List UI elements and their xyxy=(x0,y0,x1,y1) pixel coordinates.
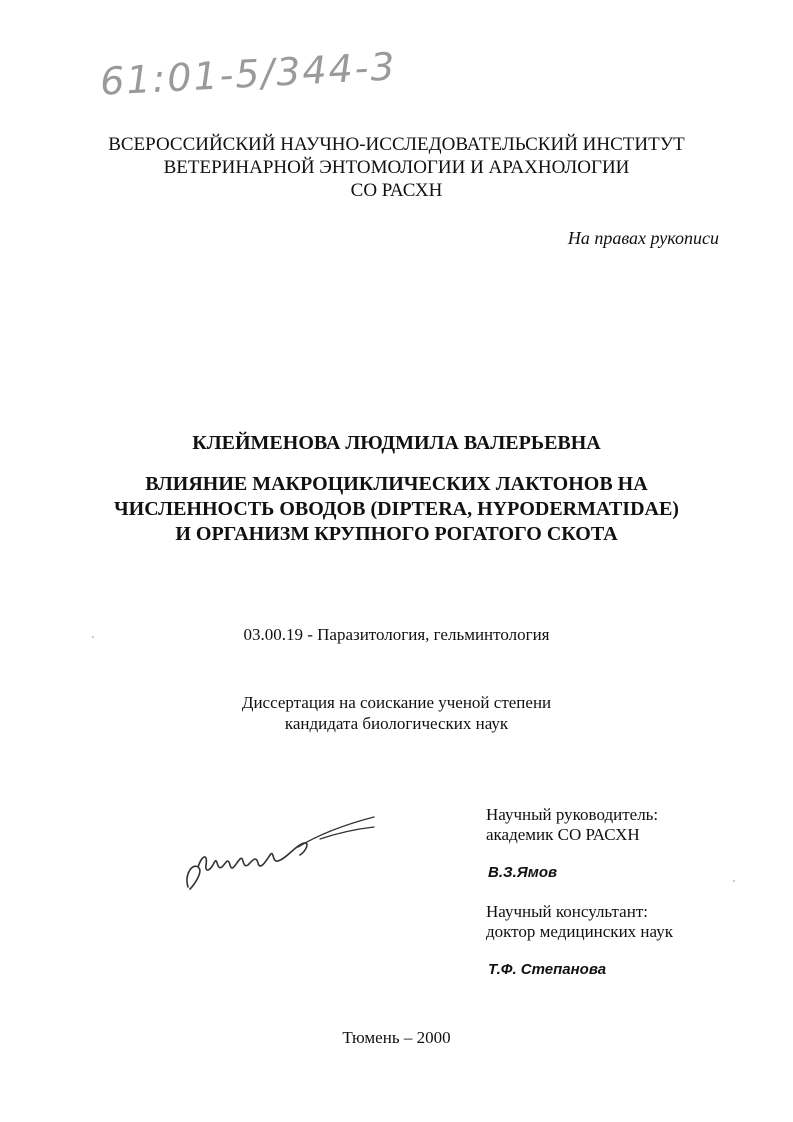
degree-line-1: Диссертация на соискание ученой степени xyxy=(241,693,552,712)
supervisor-name: В.З.Ямов xyxy=(488,864,558,881)
supervisor-block xyxy=(486,805,658,845)
institute-heading xyxy=(0,133,793,202)
city-year: Тюмень – 2000 xyxy=(342,1028,451,1047)
supervisor-label: Научный руководитель: xyxy=(486,805,659,824)
scan-speck xyxy=(733,880,735,882)
supervisor-title: академик СО РАСХН xyxy=(486,825,640,844)
title-line-3: И ОРГАНИЗМ КРУПНОГО РОГАТОГО СКОТА xyxy=(175,523,618,545)
institute-line-3: СО РАСХН xyxy=(350,180,443,201)
institute-line-1: ВСЕРОССИЙСКИЙ НАУЧНО-ИССЛЕДОВАТЕЛЬСКИЙ ИНСТИТУТ xyxy=(108,134,685,155)
consultant-label: Научный консультант: xyxy=(486,902,648,921)
consultant-name: Т.Ф. Степанова xyxy=(488,961,607,978)
consultant-block xyxy=(486,902,673,942)
title-line-2: ЧИСЛЕННОСТЬ ОВОДОВ (DIPTERA, HYPODERMATIDAE) xyxy=(114,498,679,520)
consultant-title: доктор медицинских наук xyxy=(486,922,673,941)
dissertation-title xyxy=(0,472,793,547)
degree-line-2: кандидата биологических наук xyxy=(284,714,509,733)
title-line-1: ВЛИЯНИЕ МАКРОЦИКЛИЧЕСКИХ ЛАКТОНОВ НА xyxy=(145,473,648,495)
scan-speck xyxy=(92,636,94,638)
author-name: КЛЕЙМЕНОВА ЛЮДМИЛА ВАЛЕРЬЕВНА xyxy=(192,432,601,454)
rights-note: На правах рукописи xyxy=(567,228,719,248)
author-signature xyxy=(178,805,378,895)
specialty-code: 03.00.19 - Паразитология, гельминтология xyxy=(243,625,550,644)
archive-code-handwritten: 61:01-5/344-3 xyxy=(99,44,398,104)
degree-statement xyxy=(0,692,793,734)
institute-line-2: ВЕТЕРИНАРНОЙ ЭНТОМОЛОГИИ И АРАХНОЛОГИИ xyxy=(163,157,630,178)
